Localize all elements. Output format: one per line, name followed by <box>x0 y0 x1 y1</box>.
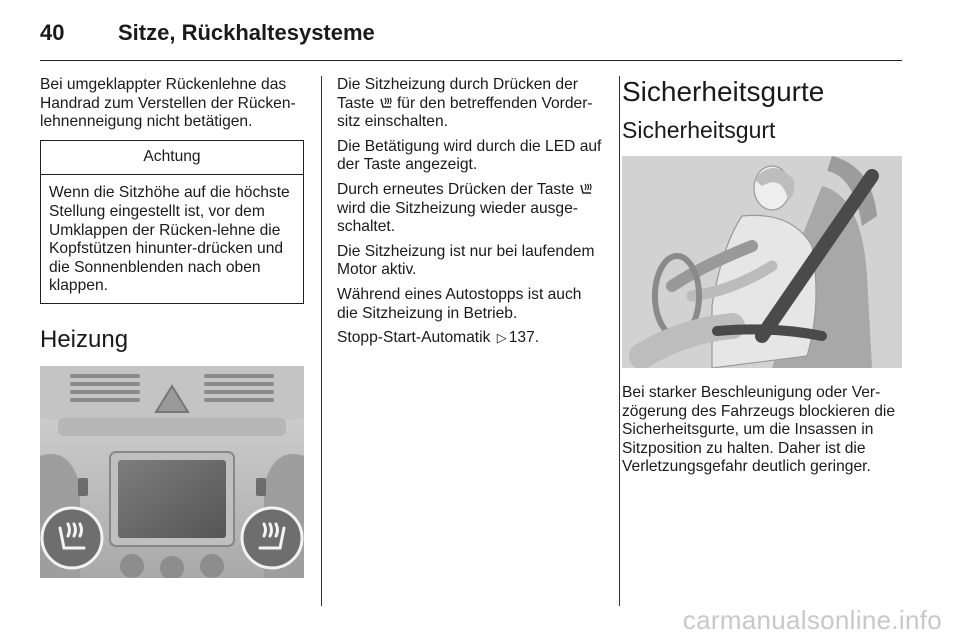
text-fragment: wird die Sitzheizung wieder ausge-schaltet. <box>337 199 578 236</box>
warning-text: Wenn die Sitzhöhe auf die höchste Stellung eingestellt ist, vor dem Umklappen der Rücken-lehne die Kopfstützen hinunter-drücken und die Sonnenblenden nach oben klappen. <box>49 184 290 295</box>
text-fragment: für den betreffenden Vorder-sitz einschalten. <box>337 94 593 131</box>
column-middle <box>337 76 603 354</box>
seat-heating-icon <box>579 182 593 196</box>
column-right <box>622 76 902 483</box>
dashboard-illustration <box>40 366 304 578</box>
intro-paragraph: Bei umgeklappter Rückenlehne das Handrad zum Verstellen der Rücken-lehnenneigung nicht betätigen. <box>40 76 296 131</box>
paragraph-led: Die Betätigung wird durch die LED auf der Taste angezeigt. <box>337 137 602 174</box>
watermark-url: carmanualsonline.info <box>682 605 942 635</box>
warning-box <box>40 140 304 304</box>
chapter-title: Sitze, Rückhaltesysteme <box>118 20 375 45</box>
paragraph-activate <box>337 76 603 132</box>
page-number: 40 <box>40 20 65 45</box>
column-divider-1 <box>321 76 322 606</box>
warning-title: Achtung <box>41 141 303 176</box>
heading-sicherheitsgurte: Sicherheitsgurte <box>622 76 825 107</box>
page-reference-link[interactable]: 137. <box>508 329 540 347</box>
column-divider-2 <box>619 76 620 606</box>
paragraph-seatbelt: Bei starker Beschleunigung oder Ver-zögerung des Fahrzeugs blockieren die Sicherheitsgurte, um die Insassen in Sitzposition zu halten. Daher ist die Verletzungsgefahr deutlich geringer. <box>622 384 896 476</box>
page-header <box>40 18 902 61</box>
heading-heizung: Heizung <box>40 325 129 353</box>
reference-arrow-icon: ▷ <box>496 330 507 346</box>
text-fragment: Stopp-Start-Automatik <box>337 329 495 347</box>
text-fragment: Die Sitzheizung durch Drücken der Taste <box>337 76 578 112</box>
seatbelt-illustration <box>622 156 902 368</box>
subheading-sicherheitsgurt: Sicherheitsgurt <box>622 117 776 143</box>
paragraph-crossref <box>337 329 603 348</box>
paragraph-autostop: Während eines Autostopps ist auch die Sitzheizung in Betrieb. <box>337 285 582 322</box>
column-left <box>40 76 304 578</box>
paragraph-deactivate <box>337 181 603 237</box>
text-fragment: Durch erneutes Drücken der Taste <box>337 180 579 198</box>
paragraph-engine: Die Sitzheizung ist nur bei laufendem Motor aktiv. <box>337 242 595 279</box>
seat-heating-icon <box>379 96 393 110</box>
